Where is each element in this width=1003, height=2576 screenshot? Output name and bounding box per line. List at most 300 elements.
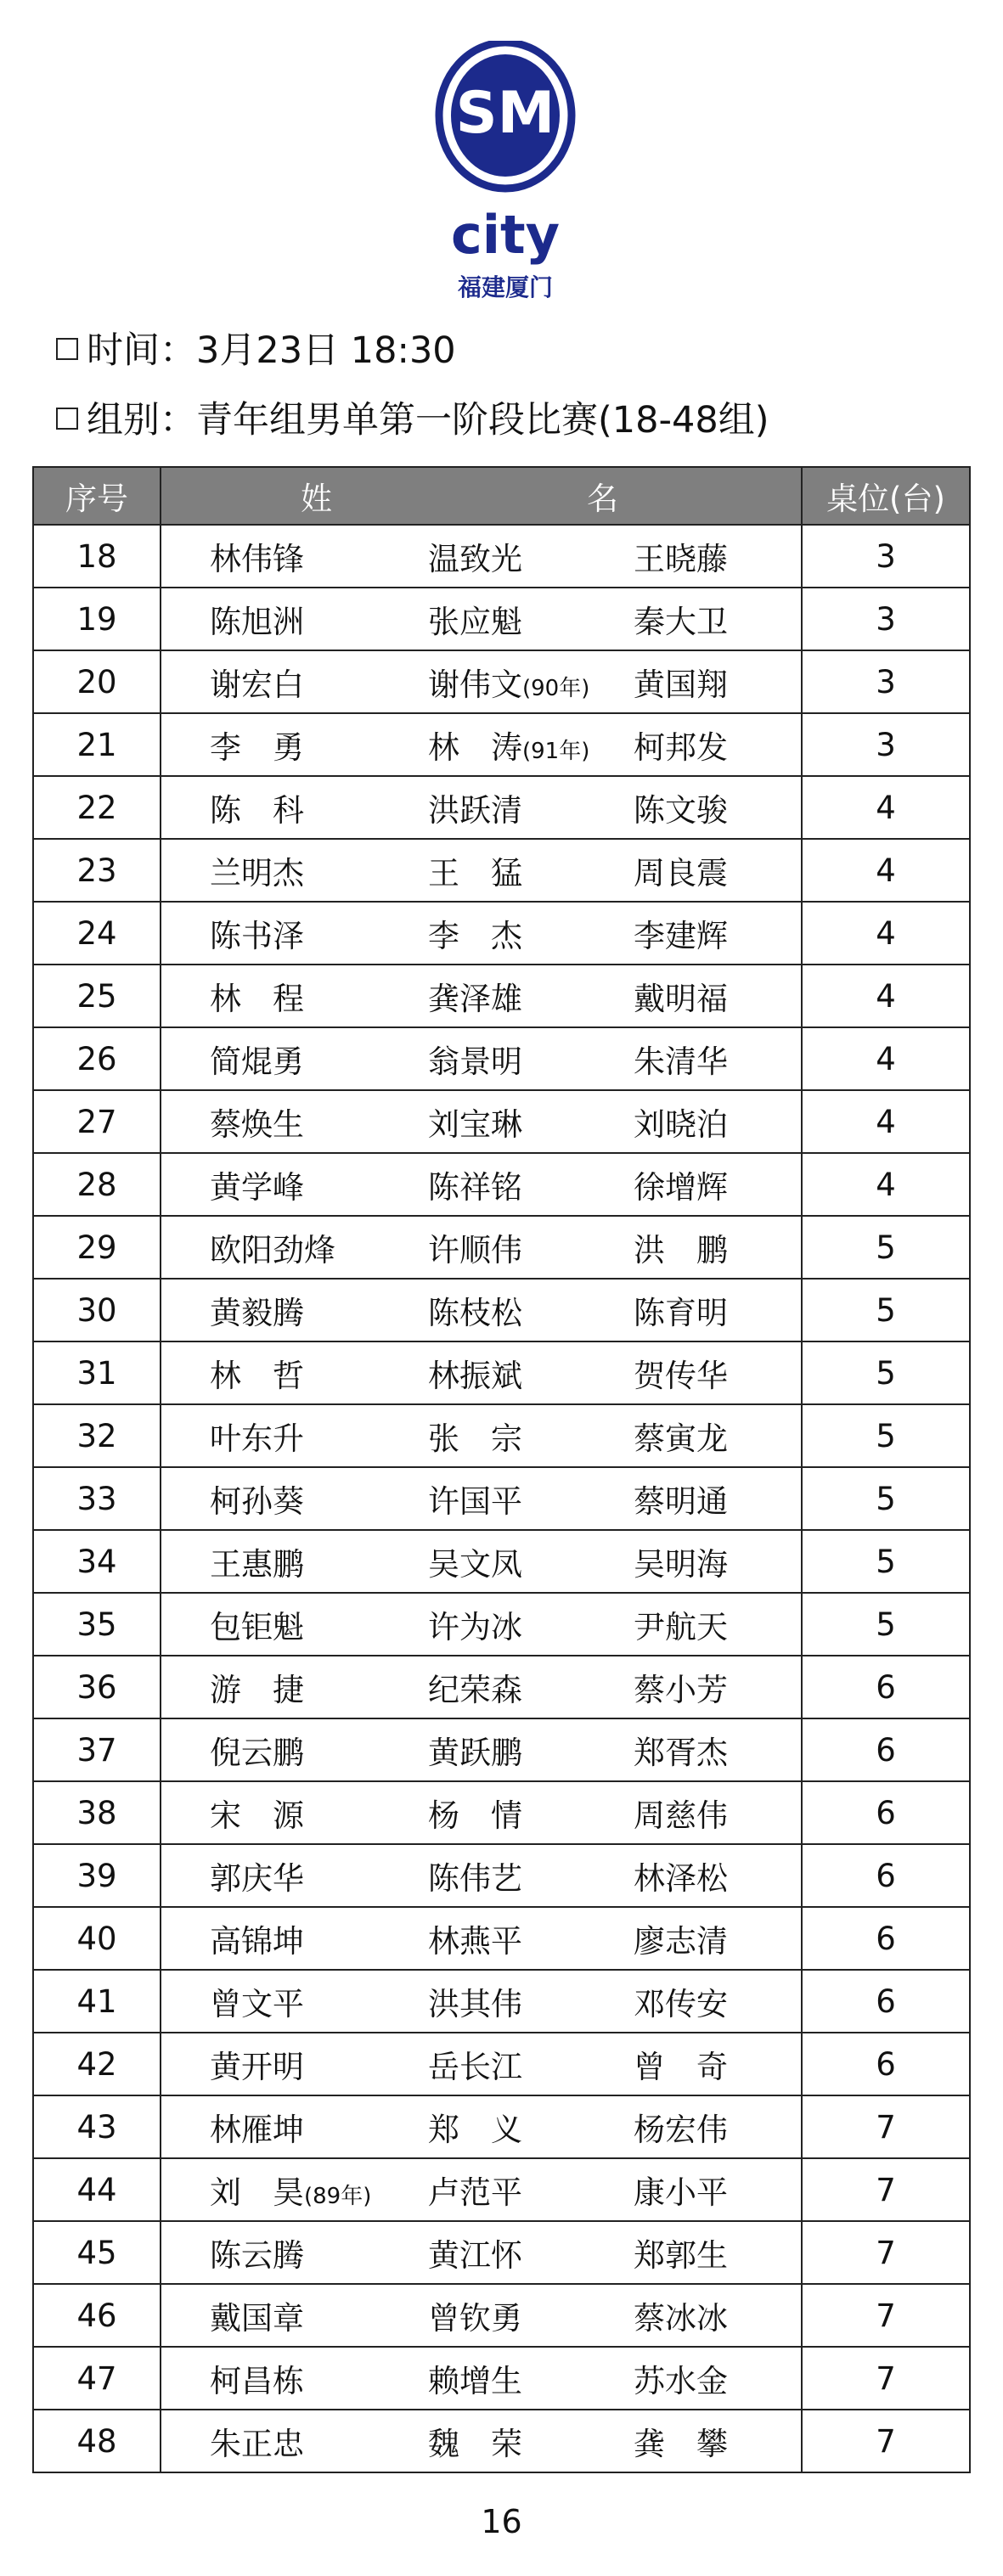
- player-name: 简焜勇: [210, 1043, 304, 1080]
- group-number-cell: 30: [33, 1279, 161, 1341]
- player-name: 林燕平: [428, 1923, 522, 1960]
- player-name: 林振斌: [428, 1358, 522, 1394]
- group-number-cell: 42: [33, 2033, 161, 2095]
- player-1: [210, 1727, 304, 1773]
- table-number-cell: 4: [802, 965, 970, 1027]
- player-1: [210, 1099, 304, 1145]
- player-3: [634, 2355, 728, 2401]
- players-cell: [161, 1844, 802, 1907]
- player-1: [210, 1853, 304, 1898]
- player-name: 杨 情: [428, 1797, 522, 1834]
- player-name: 朱正忠: [210, 2426, 304, 2462]
- players-cell: [161, 1467, 802, 1530]
- players-cell: [161, 965, 802, 1027]
- sm-city-logo: [429, 41, 582, 312]
- players-cell: [161, 839, 802, 902]
- player-birth-year-note: (91年): [522, 739, 590, 764]
- table-row: [33, 1656, 970, 1718]
- player-1: [210, 785, 304, 830]
- table-row: [33, 1341, 970, 1404]
- player-name: 宋 源: [210, 1797, 304, 1834]
- player-3: [634, 1727, 728, 1773]
- players-cell: [161, 2221, 802, 2284]
- header-name: [161, 467, 802, 525]
- table-number-cell: 5: [802, 1341, 970, 1404]
- table-row: [33, 1090, 970, 1153]
- player-name: 林 程: [210, 981, 304, 1017]
- player-3: [634, 1350, 728, 1396]
- table-number-cell: 3: [802, 650, 970, 713]
- player-name: 洪其伟: [428, 1986, 522, 2022]
- table-number-cell: 4: [802, 1027, 970, 1090]
- players-cell: [161, 902, 802, 965]
- player-name: 郑胥杰: [634, 1735, 728, 1771]
- player-name: 游 捷: [210, 1672, 304, 1708]
- player-2: [428, 1664, 522, 1710]
- player-name: 许国平: [428, 1483, 522, 1520]
- player-name: 叶东升: [210, 1420, 304, 1457]
- group-number-cell: 45: [33, 2221, 161, 2284]
- group-number-cell: 34: [33, 1530, 161, 1593]
- player-name: 戴国章: [210, 2300, 304, 2337]
- table-number-cell: 7: [802, 2347, 970, 2410]
- players-cell: [161, 650, 802, 713]
- player-2: [428, 910, 522, 956]
- player-name: 周良震: [634, 855, 728, 891]
- table-row: [33, 2410, 970, 2472]
- player-3: [634, 722, 728, 768]
- group-number-cell: 32: [33, 1404, 161, 1467]
- table-row: [33, 525, 970, 588]
- player-name: 曾 奇: [634, 2049, 728, 2085]
- players-cell: [161, 1090, 802, 1153]
- player-name: 王惠鹏: [210, 1546, 304, 1583]
- group-number-cell: 44: [33, 2158, 161, 2221]
- player-name: 黄江怀: [428, 2237, 522, 2274]
- table-row: [33, 1907, 970, 1970]
- table-number-cell: 5: [802, 1593, 970, 1656]
- table-row: [33, 1970, 970, 2033]
- player-name: 尹航天: [634, 1609, 728, 1645]
- player-name: 徐增辉: [634, 1169, 728, 1206]
- table-row: [33, 1153, 970, 1216]
- player-3: [634, 2041, 728, 2087]
- player-1: [210, 1978, 304, 2024]
- player-name: 黄学峰: [210, 1169, 304, 1206]
- player-2: [428, 1476, 522, 1521]
- table-number-cell: 7: [802, 2158, 970, 2221]
- table-row: [33, 713, 970, 776]
- group-number-cell: 39: [33, 1844, 161, 1907]
- checkbox-icon: [56, 338, 78, 360]
- player-3: [634, 1099, 728, 1145]
- player-name: 陈育明: [634, 1295, 728, 1331]
- table-row: [33, 2221, 970, 2284]
- player-name: 杨宏伟: [634, 2112, 728, 2148]
- player-name: 朱清华: [634, 1043, 728, 1080]
- player-2: [428, 973, 522, 1019]
- player-name: 陈旭洲: [210, 604, 304, 640]
- player-name: 康小平: [634, 2174, 728, 2211]
- player-2: [428, 596, 522, 642]
- player-2: [428, 2167, 522, 2213]
- table-row: [33, 1844, 970, 1907]
- table-number-cell: 6: [802, 1781, 970, 1844]
- player-name: 翁景明: [428, 1043, 522, 1080]
- player-name: 李建辉: [634, 918, 728, 954]
- players-cell: [161, 2347, 802, 2410]
- page-number: 16: [481, 2503, 522, 2540]
- player-2: [428, 2104, 522, 2150]
- table-row: [33, 902, 970, 965]
- player-2: [428, 1853, 522, 1898]
- table-number-cell: 6: [802, 1970, 970, 2033]
- player-1: [210, 2355, 304, 2401]
- table-row: [33, 2095, 970, 2158]
- player-name: 陈文骏: [634, 792, 728, 829]
- players-cell: [161, 2158, 802, 2221]
- player-2: [428, 1036, 522, 1082]
- table-number-cell: 6: [802, 2033, 970, 2095]
- players-cell: [161, 1718, 802, 1781]
- player-3: [634, 1036, 728, 1082]
- player-1: [210, 2104, 304, 2150]
- player-name: 陈祥铭: [428, 1169, 522, 1206]
- player-3: [634, 847, 728, 893]
- player-1: [210, 2041, 304, 2087]
- player-1: [210, 1790, 304, 1836]
- group-number-cell: 19: [33, 588, 161, 650]
- player-1: [210, 1601, 304, 1647]
- table-row: [33, 1467, 970, 1530]
- header-table: 桌位(台): [802, 467, 970, 525]
- group-number-cell: 24: [33, 902, 161, 965]
- player-3: [634, 1413, 728, 1459]
- players-cell: [161, 1027, 802, 1090]
- player-name: 廖志清: [634, 1923, 728, 1960]
- player-1: [210, 847, 304, 893]
- group-number-cell: 27: [33, 1090, 161, 1153]
- player-3: [634, 533, 728, 579]
- table-number-cell: 5: [802, 1467, 970, 1530]
- player-name: 柯昌栋: [210, 2363, 304, 2399]
- player-name: 吴文凤: [428, 1546, 522, 1583]
- player-3: [634, 659, 728, 705]
- player-name: 兰明杰: [210, 855, 304, 891]
- player-3: [634, 785, 728, 830]
- player-name: 周慈伟: [634, 1797, 728, 1834]
- player-1: [210, 1036, 304, 1082]
- players-cell: [161, 1530, 802, 1593]
- group-number-cell: 21: [33, 713, 161, 776]
- table-row: [33, 1781, 970, 1844]
- player-name: 贺传华: [634, 1358, 728, 1394]
- player-name: 秦大卫: [634, 604, 728, 640]
- table-number-cell: 4: [802, 776, 970, 839]
- group-number-cell: 20: [33, 650, 161, 713]
- group-number-cell: 25: [33, 965, 161, 1027]
- group-number-cell: 29: [33, 1216, 161, 1279]
- table-number-cell: 4: [802, 1153, 970, 1216]
- players-cell: [161, 1970, 802, 2033]
- players-cell: [161, 525, 802, 588]
- table-number-cell: 4: [802, 1090, 970, 1153]
- player-name: 刘宝琳: [428, 1106, 522, 1143]
- group-number-cell: 26: [33, 1027, 161, 1090]
- player-2: [428, 1601, 522, 1647]
- table-row: [33, 1279, 970, 1341]
- player-name: 黄开明: [210, 2049, 304, 2085]
- player-1: [210, 2230, 304, 2275]
- player-name: 陈枝松: [428, 1295, 522, 1331]
- player-name: 温致光: [428, 541, 522, 577]
- player-2: [428, 1727, 522, 1773]
- group-number-cell: 43: [33, 2095, 161, 2158]
- player-1: [210, 2418, 304, 2464]
- table-number-cell: 6: [802, 1718, 970, 1781]
- table-number-cell: 4: [802, 902, 970, 965]
- table-number-cell: 6: [802, 1844, 970, 1907]
- player-name: 谢伟文: [428, 666, 522, 703]
- player-name: 欧阳劲烽: [210, 1232, 335, 1268]
- table-number-cell: 7: [802, 2410, 970, 2472]
- player-name: 曾钦勇: [428, 2300, 522, 2337]
- group-number-cell: 31: [33, 1341, 161, 1404]
- player-2: [428, 1538, 522, 1584]
- player-2: [428, 1161, 522, 1207]
- player-name: 黄国翔: [634, 666, 728, 703]
- table-number-cell: 5: [802, 1530, 970, 1593]
- player-name: 戴明福: [634, 981, 728, 1017]
- group-label: 组别：青年组男单第一阶段比赛(18-48组): [87, 399, 769, 442]
- player-3: [634, 1287, 728, 1333]
- player-3: [634, 1538, 728, 1584]
- players-cell: [161, 1907, 802, 1970]
- player-3: [634, 1224, 728, 1270]
- player-1: [210, 1413, 304, 1459]
- table-row: [33, 1404, 970, 1467]
- player-name: 龚泽雄: [428, 981, 522, 1017]
- player-name: 王晓藤: [634, 541, 728, 577]
- table-row: [33, 588, 970, 650]
- player-name: 刘晓泊: [634, 1106, 728, 1143]
- players-cell: [161, 2033, 802, 2095]
- group-number-cell: 38: [33, 1781, 161, 1844]
- table-row: [33, 1593, 970, 1656]
- header-name-right: 名: [587, 481, 618, 517]
- table-row: [33, 1027, 970, 1090]
- player-name: 包钜魁: [210, 1609, 304, 1645]
- player-2: [428, 2418, 522, 2464]
- player-name: 许为冰: [428, 1609, 522, 1645]
- table-number-cell: 6: [802, 1656, 970, 1718]
- player-2: [428, 1978, 522, 2024]
- logo-mark-text: SM: [455, 80, 555, 147]
- time-label: 时间：3月23日 18:30: [87, 329, 456, 372]
- group-number-cell: 18: [33, 525, 161, 588]
- player-3: [634, 1664, 728, 1710]
- player-2: [428, 2230, 522, 2275]
- player-2: [428, 847, 522, 893]
- table-number-cell: 5: [802, 1404, 970, 1467]
- player-2: [428, 2292, 522, 2338]
- player-name: 曾文平: [210, 1986, 304, 2022]
- player-1: [210, 722, 304, 768]
- player-name: 高锦坤: [210, 1923, 304, 1960]
- players-cell: [161, 1153, 802, 1216]
- player-1: [210, 2167, 371, 2213]
- player-name: 张 宗: [428, 1420, 522, 1457]
- group-number-cell: 23: [33, 839, 161, 902]
- player-name: 林 涛: [428, 729, 522, 766]
- players-cell: [161, 2410, 802, 2472]
- group-number-cell: 46: [33, 2284, 161, 2347]
- player-3: [634, 1476, 728, 1521]
- player-name: 苏水金: [634, 2363, 728, 2399]
- players-cell: [161, 1216, 802, 1279]
- player-1: [210, 1476, 304, 1521]
- player-name: 张应魁: [428, 604, 522, 640]
- group-number-cell: 40: [33, 1907, 161, 1970]
- player-name: 陈 科: [210, 792, 304, 829]
- group-number-cell: 36: [33, 1656, 161, 1718]
- player-name: 卢范平: [428, 2174, 522, 2211]
- player-name: 蔡冰冰: [634, 2300, 728, 2337]
- time-line: [56, 329, 456, 372]
- player-3: [634, 1978, 728, 2024]
- player-name: 柯邦发: [634, 729, 728, 766]
- table-row: [33, 1718, 970, 1781]
- player-name: 郑郭生: [634, 2237, 728, 2274]
- player-name: 黄跃鹏: [428, 1735, 522, 1771]
- player-name: 邓传安: [634, 1986, 728, 2022]
- player-birth-year-note: (89年): [304, 2184, 372, 2209]
- table-row: [33, 839, 970, 902]
- player-1: [210, 659, 304, 705]
- player-1: [210, 533, 304, 579]
- players-cell: [161, 588, 802, 650]
- table-row: [33, 965, 970, 1027]
- player-3: [634, 596, 728, 642]
- player-3: [634, 910, 728, 956]
- player-1: [210, 1161, 304, 1207]
- player-3: [634, 1790, 728, 1836]
- player-name: 倪云鹏: [210, 1735, 304, 1771]
- player-1: [210, 973, 304, 1019]
- header-no: 序号: [33, 467, 161, 525]
- table-number-cell: 4: [802, 839, 970, 902]
- group-number-cell: 48: [33, 2410, 161, 2472]
- checkbox-icon: [56, 408, 78, 430]
- player-name: 蔡明通: [634, 1483, 728, 1520]
- players-cell: [161, 1279, 802, 1341]
- table-number-cell: 6: [802, 1907, 970, 1970]
- player-name: 岳长江: [428, 2049, 522, 2085]
- player-3: [634, 1161, 728, 1207]
- player-name: 郑 义: [428, 2112, 522, 2148]
- players-cell: [161, 1781, 802, 1844]
- player-1: [210, 2292, 304, 2338]
- player-2: [428, 1413, 522, 1459]
- player-3: [634, 1915, 728, 1961]
- table-number-cell: 3: [802, 588, 970, 650]
- table-number-cell: 7: [802, 2221, 970, 2284]
- player-name: 谢宏白: [210, 666, 304, 703]
- player-3: [634, 2167, 728, 2213]
- group-number-cell: 28: [33, 1153, 161, 1216]
- players-cell: [161, 1341, 802, 1404]
- table-row: [33, 2033, 970, 2095]
- player-name: 王 猛: [428, 855, 522, 891]
- player-3: [634, 1601, 728, 1647]
- player-name: 赖增生: [428, 2363, 522, 2399]
- player-1: [210, 1224, 335, 1270]
- player-name: 许顺伟: [428, 1232, 522, 1268]
- player-name: 林雁坤: [210, 2112, 304, 2148]
- player-3: [634, 1853, 728, 1898]
- logo-brand-text: city: [450, 204, 561, 266]
- header-name-left: 姓: [301, 481, 332, 517]
- player-name: 纪荣森: [428, 1672, 522, 1708]
- group-number-cell: 37: [33, 1718, 161, 1781]
- player-3: [634, 2104, 728, 2150]
- player-2: [428, 659, 589, 705]
- player-2: [428, 533, 522, 579]
- table-number-cell: 5: [802, 1216, 970, 1279]
- player-name: 林 哲: [210, 1358, 304, 1394]
- table-number-cell: 5: [802, 1279, 970, 1341]
- table-row: [33, 650, 970, 713]
- players-cell: [161, 1593, 802, 1656]
- player-3: [634, 2292, 728, 2338]
- player-name: 蔡小芳: [634, 1672, 728, 1708]
- player-name: 林伟锋: [210, 541, 304, 577]
- match-table: [32, 466, 971, 2473]
- player-1: [210, 1350, 304, 1396]
- sm-city-logo-graphic: [429, 41, 582, 312]
- player-name: 刘 昊: [210, 2174, 304, 2211]
- table-number-cell: 7: [802, 2095, 970, 2158]
- player-1: [210, 1287, 304, 1333]
- group-number-cell: 35: [33, 1593, 161, 1656]
- players-cell: [161, 1656, 802, 1718]
- player-2: [428, 2041, 522, 2087]
- player-birth-year-note: (90年): [522, 676, 590, 701]
- player-2: [428, 2355, 522, 2401]
- player-3: [634, 2230, 728, 2275]
- player-name: 陈伟艺: [428, 1860, 522, 1897]
- player-2: [428, 1915, 522, 1961]
- player-2: [428, 1099, 522, 1145]
- player-name: 郭庆华: [210, 1860, 304, 1897]
- players-cell: [161, 1404, 802, 1467]
- player-name: 黄毅腾: [210, 1295, 304, 1331]
- players-cell: [161, 2284, 802, 2347]
- player-1: [210, 1538, 304, 1584]
- logo-location-text: 福建厦门: [457, 273, 554, 301]
- table-number-cell: 3: [802, 525, 970, 588]
- group-number-cell: 47: [33, 2347, 161, 2410]
- player-2: [428, 1224, 522, 1270]
- player-1: [210, 910, 304, 956]
- players-cell: [161, 776, 802, 839]
- table-header-row: [33, 467, 970, 525]
- player-2: [428, 1287, 522, 1333]
- group-line: [56, 399, 769, 442]
- player-name: 李 勇: [210, 729, 304, 766]
- group-number-cell: 41: [33, 1970, 161, 2033]
- table-row: [33, 2284, 970, 2347]
